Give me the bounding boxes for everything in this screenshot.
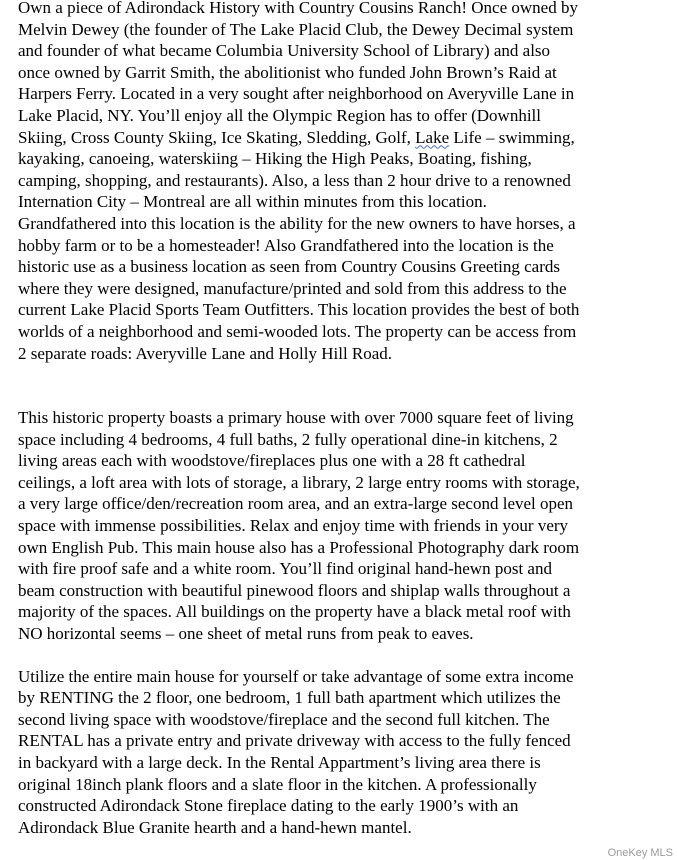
text-line: Utilize the entire main house for yourself or take advantage of some extra income — [18, 666, 574, 686]
text-line: Adirondack Blue Granite hearth and a hand-hewn mantel. — [18, 817, 412, 837]
text-line: original 18inch plank floors and a slate floor in the kitchen. A professionally — [18, 774, 537, 794]
text-line: 2 separate roads: Averyville Lane and Holly Hill Road. — [18, 343, 393, 363]
text-line: by RENTING the 2 floor, one bedroom, 1 full bath apartment which utilizes the — [18, 688, 561, 708]
text-line: kayaking, canoeing, waterskiing – Hiking the High Peaks, Boating, fishing, — [18, 149, 532, 169]
text-line: space with immense possibilities. Relax and enjoy time with friends in your very — [18, 516, 569, 536]
text-line: historic use as a business location as seen from Country Cousins Greeting cards — [18, 257, 561, 277]
text-line: Grandfathered into this location is the ability for the new owners to have horses, a — [18, 213, 576, 233]
text-line: space including 4 bedrooms, 4 full baths, 2 fully operational dine-in kitchens, 2 — [18, 429, 558, 449]
spellcheck-flagged-word: Lake — [415, 127, 450, 147]
paragraph-history — [18, 0, 658, 364]
text-line: and founder of what became Columbia University School of Library) and also — [18, 41, 551, 61]
text-line: camping, shopping, and restaurants). Also, a less than 2 hour drive to a renowned — [18, 170, 571, 190]
paragraph-main-house — [18, 407, 658, 645]
text-line: where they were designed, manufacture/printed and sold from this address to the — [18, 278, 567, 298]
text-run: Life – swimming, — [449, 127, 575, 147]
text-line: beam construction with beautiful pinewood floors and shiplap walls throughout a — [18, 580, 571, 600]
text-line — [18, 127, 658, 149]
text-line: Internation City – Montreal are all within minutes from this location. — [18, 192, 487, 212]
paragraph-spacer — [18, 645, 658, 666]
text-line: own English Pub. This main house also has a Professional Photography dark room — [18, 537, 580, 557]
text-line: majority of the spaces. All buildings on the property have a black metal roof with — [18, 602, 571, 622]
text-line: with fire proof safe and a white room. You’ll find original hand-hewn post and — [18, 559, 552, 579]
text-line: second living space with woodstove/fireplace and the second full kitchen. The — [18, 709, 550, 729]
text-line: hobby farm or to be a homesteader! Also Grandfathered into the location is the — [18, 235, 554, 255]
text-line: This historic property boasts a primary house with over 7000 square feet of living — [18, 408, 574, 428]
paragraph-spacer — [18, 364, 658, 407]
watermark-label: OneKey MLS — [607, 847, 673, 859]
text-line: constructed Adirondack Stone fireplace dating to the early 1900’s with an — [18, 796, 519, 816]
document-body — [18, 0, 658, 838]
text-line: a very large office/den/recreation room area, and an extra-large second level open — [18, 494, 574, 514]
paragraph-rental — [18, 666, 658, 839]
text-line: Harpers Ferry. Located in a very sought after neighborhood on Averyville Lane in — [18, 84, 575, 104]
text-line: RENTAL has a private entry and private driveway with access to the fully fenced — [18, 731, 571, 751]
text-line: Own a piece of Adirondack History with Country Cousins Ranch! Once owned by — [18, 0, 578, 17]
text-line: ceilings, a loft area with lots of storage, a library, 2 large entry rooms with storage, — [18, 472, 580, 492]
text-line: NO horizontal seems – one sheet of metal runs from peak to eaves. — [18, 624, 474, 644]
text-line: Melvin Dewey (the founder of The Lake Placid Club, the Dewey Decimal system — [18, 19, 574, 39]
text-line: in backyard with a large deck. In the Rental Appartment’s living area there is — [18, 753, 541, 772]
text-line: living areas each with woodstove/fireplaces plus one with a 28 ft cathedral — [18, 451, 526, 471]
text-run: Skiing, Cross County Skiing, Ice Skating, Sledding, Golf, — [18, 127, 416, 147]
text-line: current Lake Placid Sports Team Outfitters. This location provides the best of both — [18, 300, 580, 320]
text-line: Lake Placid, NY. You’ll enjoy all the Olympic Region has to offer (Downhill — [18, 105, 541, 125]
text-line: once owned by Garrit Smith, the abolitionist who funded John Brown’s Raid at — [18, 62, 557, 82]
text-line: worlds of a neighborhood and semi-wooded lots. The property can be access from — [18, 321, 577, 341]
